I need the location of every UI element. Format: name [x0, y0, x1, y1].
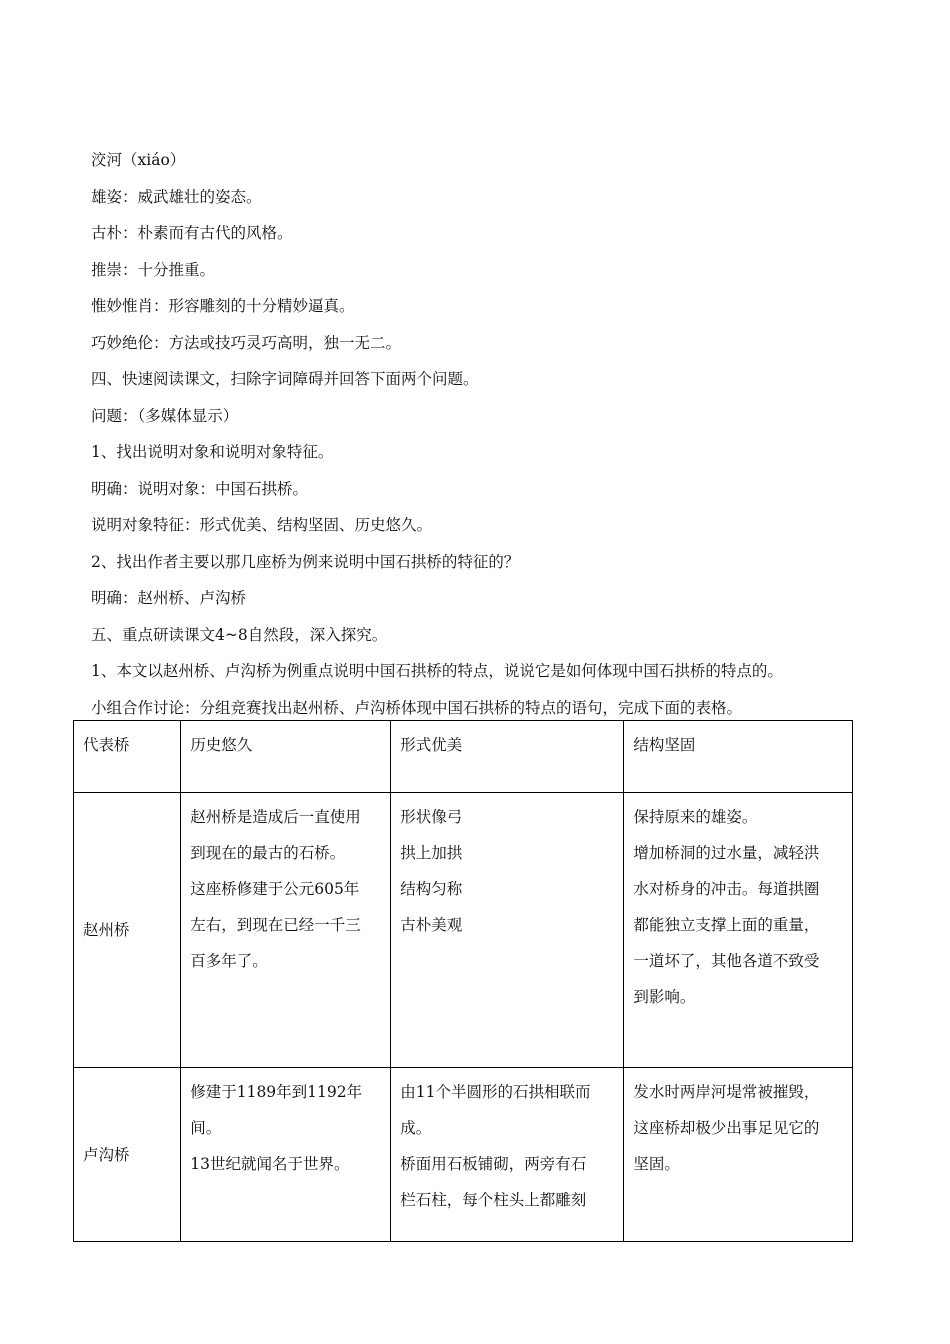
- form-cell: [391, 793, 624, 1068]
- table-row: [74, 1068, 853, 1242]
- cell-line: 这座桥修建于公元605年: [190, 880, 360, 898]
- header-cell: 形式优美: [391, 721, 624, 793]
- cell-line: 修建于1189年到1192年: [190, 1083, 363, 1101]
- text-line: 推崇：十分推重。: [91, 260, 216, 279]
- cell-line: 栏石柱，每个柱头上都雕刻: [400, 1191, 587, 1209]
- bridge-name: 赵州桥: [74, 793, 181, 1068]
- cell-line: 13世纪就闻名于世界。: [190, 1155, 350, 1173]
- cell-line: 到影响。: [633, 988, 696, 1006]
- cell-line: 桥面用石板铺砌，两旁有石: [400, 1155, 587, 1173]
- text-line: 惟妙惟肖：形容雕刻的十分精妙逼真。: [91, 297, 355, 315]
- cell-line: 拱上加拱: [400, 844, 463, 862]
- history-cell: [181, 793, 391, 1068]
- text-line: 说明对象特征：形式优美、结构坚固、历史悠久。: [91, 516, 433, 534]
- cell-line: 由11个半圆形的石拱相联而: [400, 1083, 591, 1101]
- cell-line: 到现在的最古的石桥。: [190, 844, 346, 862]
- bridge-table: [73, 720, 853, 1242]
- header-cell: 历史悠久: [181, 721, 391, 793]
- text-line: 巧妙绝伦：方法或技巧灵巧高明，独一无二。: [91, 333, 402, 352]
- text-line: 洨河（xiáo）: [91, 151, 186, 169]
- text-line: 四、快速阅读课文，扫除字词障碍并回答下面两个问题。: [91, 370, 479, 388]
- table-header-row: [74, 721, 853, 793]
- cell-line: 一道坏了，其他各道不致受: [633, 952, 820, 970]
- text-line: 雄姿：威武雄壮的姿态。: [91, 187, 262, 206]
- cell-line: 成。: [400, 1119, 432, 1137]
- cell-line: 间。: [190, 1119, 222, 1137]
- text-line: 古朴：朴素而有古代的风格。: [91, 224, 293, 242]
- header-cell: 结构坚固: [624, 721, 853, 793]
- cell-line: 水对桥身的冲击。每道拱圈: [633, 880, 820, 898]
- cell-line: 结构匀称: [400, 880, 463, 898]
- text-line: 2、找出作者主要以那几座桥为例来说明中国石拱桥的特征的？: [91, 552, 520, 571]
- text-line: 明确：说明对象：中国石拱桥。: [91, 479, 309, 498]
- cell-line: 百多年了。: [190, 952, 268, 970]
- cell-line: 形状像弓: [400, 808, 463, 826]
- body-text: [91, 149, 881, 733]
- cell-line: 保持原来的雄姿。: [633, 808, 758, 826]
- cell-line: 古朴美观: [400, 916, 463, 934]
- table-row: [74, 793, 853, 1068]
- header-cell: 代表桥: [74, 721, 181, 793]
- text-line: 问题：（多媒体显示）: [91, 406, 239, 425]
- bridge-name: 卢沟桥: [74, 1068, 181, 1242]
- form-cell: [391, 1068, 624, 1242]
- text-line: 1、本文以赵州桥、卢沟桥为例重点说明中国石拱桥的特点，说说它是如何体现中国石拱桥的特点的。: [91, 662, 783, 680]
- cell-line: 这座桥却极少出事足见它的: [633, 1119, 820, 1137]
- structure-cell: [624, 1068, 853, 1242]
- cell-line: 左右，到现在已经一千三: [190, 916, 361, 934]
- cell-line: 增加桥洞的过水量，减轻洪: [633, 844, 820, 862]
- cell-line: 赵州桥是造成后一直使用: [190, 808, 361, 826]
- text-line: 明确：赵州桥、卢沟桥: [91, 589, 247, 607]
- cell-line: 坚固。: [633, 1155, 680, 1173]
- text-line: 1、找出说明对象和说明对象特征。: [91, 443, 334, 461]
- cell-line: 都能独立支撑上面的重量，: [633, 916, 820, 934]
- text-line: 五、重点研读课文4~8自然段，深入探究。: [91, 625, 388, 644]
- text-line: 小组合作讨论：分组竞赛找出赵州桥、卢沟桥体现中国石拱桥的特点的语句，完成下面的表格。: [91, 698, 743, 717]
- cell-line: 发水时两岸河堤常被摧毁，: [633, 1083, 820, 1101]
- structure-cell: [624, 793, 853, 1068]
- history-cell: [181, 1068, 391, 1242]
